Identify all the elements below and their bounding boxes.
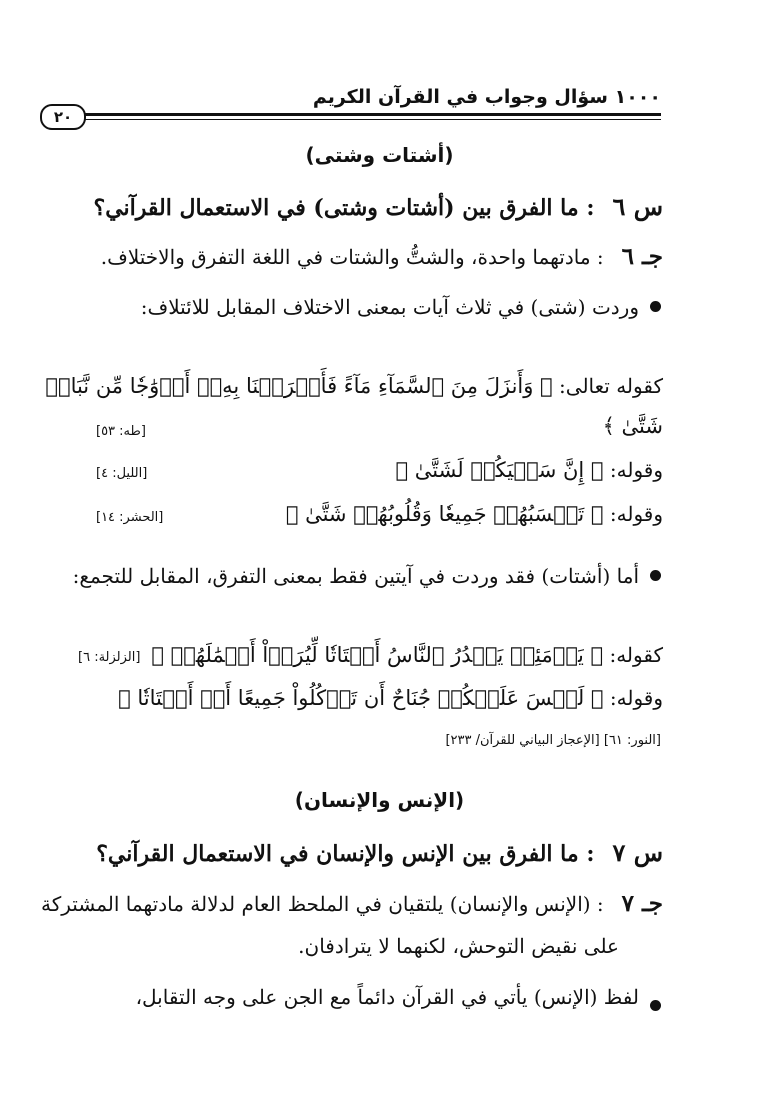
question-label: س ٦ [612, 192, 663, 221]
answer-label: جـ ٧ [621, 890, 663, 917]
question-line [60, 192, 663, 221]
verse-line [60, 643, 663, 667]
quran-verse: ﴿ لَيۡسَ عَلَيۡكُمۡ جُنَاحٌ أَن تَأۡكُلُواْ جَمِيعًا أَوۡ أَشۡتَاتٗا ﴾ [118, 686, 604, 710]
question-text: : ما الفرق بين الإنس والإنسان في الاستعمال القرآني؟ [96, 841, 595, 867]
question-text: : ما الفرق بين (أشتات وشتى) في الاستعمال القرآني؟ [93, 195, 595, 221]
answer-text: : مادتهما واحدة، والشتُّ والشتات في اللغة التفرق والاختلاف. [100, 245, 604, 269]
quran-verse: ﴿ يَوۡمَئِذٖ يَصۡدُرُ ٱلنَّاسُ أَشۡتَاتٗا لِّيُرَوۡاْ أَعۡمَٰلَهُمۡ ﴾ [151, 643, 604, 667]
header-rule [80, 113, 661, 116]
verse-intro: وقوله: [609, 502, 663, 526]
bullet-paragraph: لفظ (الإنس) يأتي في القرآن دائماً مع الجن على وجه التقابل، [135, 985, 639, 1009]
verse-intro: كقوله تعالى: [559, 374, 663, 398]
quran-verse: ﴿ تَحۡسَبُهُمۡ جَمِيعٗا وَقُلُوبُهُمۡ شَتَّىٰ ﴾ [285, 502, 604, 526]
verse-intro: وقوله: [609, 458, 663, 482]
bullet-dot [650, 570, 661, 581]
question-label: س ٧ [612, 838, 663, 867]
verse-reference: [طه: ٥٣] [96, 424, 146, 439]
verse-intro: كقوله: [609, 643, 663, 667]
bullet-dot [650, 1000, 661, 1011]
quran-verse: شَتَّىٰ ﴾ [602, 414, 663, 438]
verse-reference: [الليل: ٤] [96, 466, 148, 481]
verse-reference: [النور: ٦١] [الإعجاز البياني للقرآن/ ٢٣٣] [445, 733, 661, 748]
section-title: (أشتات وشتى) [305, 143, 454, 167]
verse-reference: [الزلزلة: ٦] [78, 650, 141, 665]
verse-reference: [الحشر: ١٤] [96, 510, 164, 525]
bullet-paragraph: أما (أشتات) فقد وردت في آيتين فقط بمعنى التفرق، المقابل للتجمع: [72, 564, 639, 588]
verse-line [60, 414, 663, 438]
running-title: ١٠٠٠ سؤال وجواب في القرآن الكريم [312, 86, 661, 108]
section-title: (الإنس والإنسان) [294, 788, 465, 812]
quran-verse: ﴿ إِنَّ سَعۡيَكُمۡ لَشَتَّىٰ ﴾ [395, 458, 604, 482]
page-number: ٢٠ [40, 104, 86, 130]
answer-text: : (الإنس والإنسان) يلتقيان في الملحظ العام لدلالة مادتهما المشتركة [41, 892, 604, 916]
bullet-dot [650, 301, 661, 312]
verse-line [60, 686, 663, 710]
answer-line [41, 890, 663, 917]
verse-line [60, 458, 663, 482]
answer-line [60, 243, 663, 270]
header-rule-thin [80, 119, 661, 120]
bullet-paragraph: وردت (شتى) في ثلاث آيات بمعنى الاختلاف المقابل للائتلاف: [140, 295, 639, 319]
answer-line: على نقيض التوحش، لكنهما لا يترادفان. [298, 934, 619, 958]
quran-verse: ﴿ وَأَنزَلَ مِنَ ٱلسَّمَآءِ مَآءً فَأَخۡرَجۡنَا بِهِۦٓ أَزۡوَٰجٗا مِّن نَّبَاتٖ [45, 374, 553, 398]
answer-label: جـ ٦ [621, 243, 663, 270]
verse-intro: وقوله: [609, 686, 663, 710]
question-line [60, 838, 663, 867]
verse-line [45, 374, 663, 398]
